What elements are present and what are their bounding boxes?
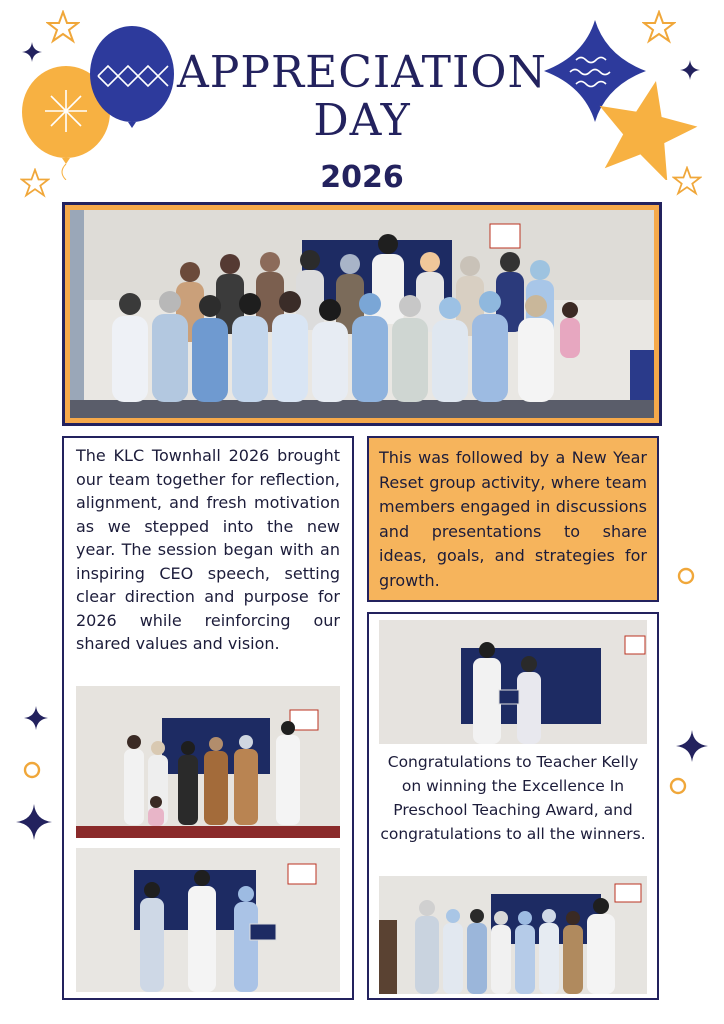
award-photo-3	[379, 620, 647, 744]
star-outline-icon	[642, 10, 676, 44]
left-text-box	[62, 436, 354, 1000]
right-text-box	[367, 436, 659, 602]
award-caption: Congratulations to Teacher Kelly on winning the Excellence In Preschool Teaching Award, and congratulations to all the winners.	[380, 753, 646, 843]
circle-outline-icon	[668, 776, 688, 796]
award-photo-1	[76, 686, 340, 838]
intro-paragraph: The KLC Townhall 2026 brought our team together for reflection, alignment, and fresh motivation as we stepped into the new year. The session began with an inspiring CEO speech, setting clear direction and purpose for 2026 while reinforcing our shared values and vision.	[76, 446, 340, 653]
award-photo-2	[76, 848, 340, 992]
award-photo-4	[379, 876, 647, 994]
page-title-line2: DAY	[313, 95, 411, 146]
circle-outline-icon	[676, 566, 696, 586]
circle-outline-icon	[22, 760, 42, 780]
activity-paragraph: This was followed by a New Year Reset group activity, where team members engaged in discussions and presentations to share ideas, goals, and strategies for growth.	[379, 448, 647, 590]
group-photo-frame	[62, 202, 662, 426]
sparkle-icon	[16, 804, 52, 840]
page-title-line1: APPRECIATION	[177, 47, 547, 98]
group-photo	[70, 210, 654, 418]
star-outline-icon	[46, 10, 80, 44]
award-box	[367, 612, 659, 1000]
page-year: 2026	[320, 160, 404, 195]
sparkle-icon	[676, 730, 708, 762]
sparkle-icon	[24, 706, 48, 730]
